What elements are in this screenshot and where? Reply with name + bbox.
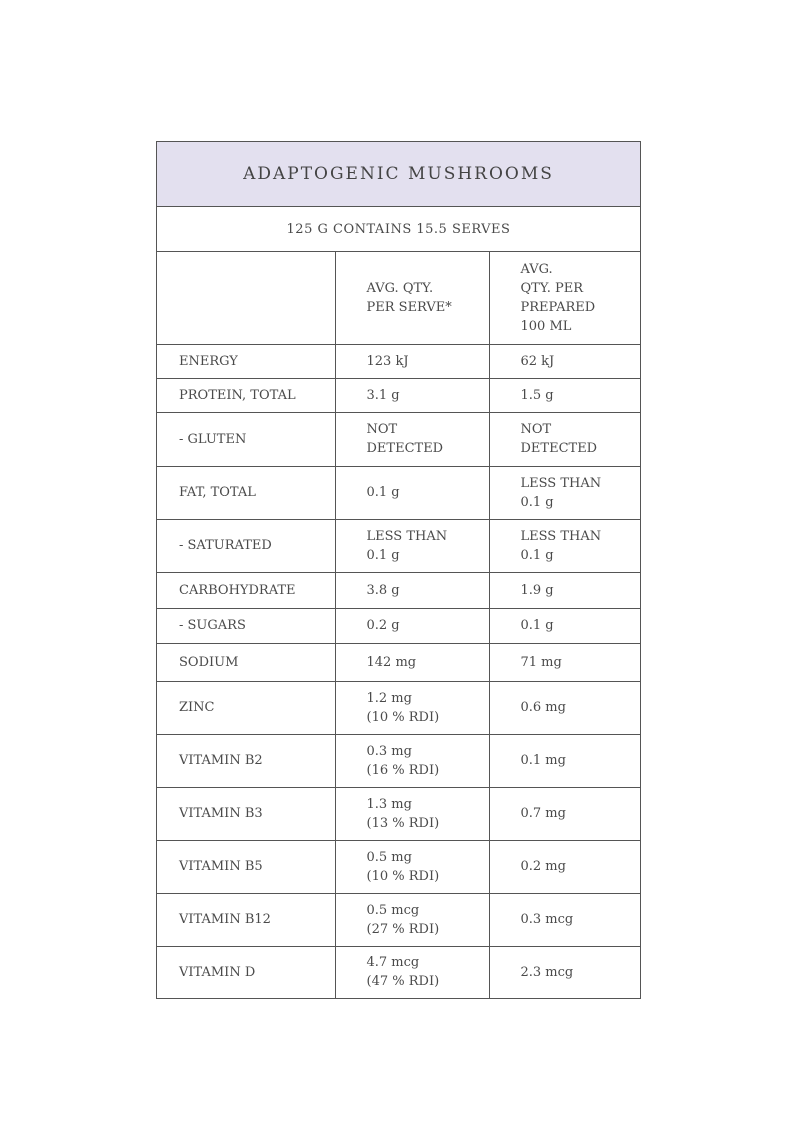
per-serve-value: 0.2 g bbox=[335, 608, 489, 643]
per-100ml-value: 2.3 mcg bbox=[520, 964, 574, 980]
nutrient-label: ZINC bbox=[157, 681, 335, 734]
per-100ml-value: LESS THAN 0.1 g bbox=[489, 466, 640, 519]
nutrient-label: SODIUM bbox=[157, 643, 335, 681]
table-row bbox=[157, 572, 640, 608]
table-row bbox=[157, 608, 640, 643]
per-serve-value: 123 kJ bbox=[335, 344, 489, 378]
nutrient-label: - SATURATED bbox=[157, 519, 335, 572]
per-100ml-value: 0.1 mg bbox=[489, 734, 640, 787]
per-100ml-value: 0.7 mg bbox=[489, 787, 640, 840]
per-100ml-value: 0.3 mcg bbox=[489, 893, 640, 946]
per-serve-value: LESS THAN 0.1 g bbox=[335, 519, 489, 572]
per-100ml-value: LESS THAN 0.1 g bbox=[489, 519, 640, 572]
table-row bbox=[157, 946, 640, 998]
per-serve-value: 1.3 mg (13 % RDI) bbox=[335, 787, 489, 840]
nutrient-label: VITAMIN B5 bbox=[157, 840, 335, 893]
nutrient-label: VITAMIN B12 bbox=[157, 893, 335, 946]
nutrient-label: FAT, TOTAL bbox=[157, 466, 335, 519]
per-100ml-value: 62 kJ bbox=[489, 344, 640, 378]
per-serve-value: 142 mg bbox=[335, 643, 489, 681]
table-row bbox=[157, 681, 640, 734]
table-header-row bbox=[157, 252, 640, 344]
panel-title: ADAPTOGENIC MUSHROOMS bbox=[157, 142, 640, 207]
table-row bbox=[157, 643, 640, 681]
per-100ml-value: 1.9 g bbox=[489, 572, 640, 608]
per-100ml-value: 0.6 mg bbox=[489, 681, 640, 734]
table-row bbox=[157, 344, 640, 378]
nutrient-label: PROTEIN, TOTAL bbox=[157, 378, 335, 412]
header-cell-per-100ml: AVG. QTY. PER PREPARED 100 ML bbox=[489, 252, 640, 344]
nutrition-table bbox=[157, 252, 640, 998]
per-100ml-value: 0.1 g bbox=[489, 608, 640, 643]
table-row bbox=[157, 466, 640, 519]
per-100ml-value: 71 mg bbox=[489, 643, 640, 681]
table-row bbox=[157, 787, 640, 840]
per-serve-value: 3.1 g bbox=[335, 378, 489, 412]
per-serve-value: 3.8 g bbox=[335, 572, 489, 608]
table-row bbox=[157, 412, 640, 466]
per-serve-value: 4.7 mcg (47 % RDI) bbox=[335, 946, 489, 998]
table-row bbox=[157, 893, 640, 946]
nutrient-label: - GLUTEN bbox=[157, 412, 335, 466]
nutrient-label: VITAMIN D bbox=[157, 946, 335, 998]
per-serve-value: NOT DETECTED bbox=[335, 412, 489, 466]
table-row bbox=[157, 378, 640, 412]
table-row bbox=[157, 840, 640, 893]
header-cell-nutrient bbox=[157, 252, 335, 344]
per-serve-value: 0.3 mg (16 % RDI) bbox=[335, 734, 489, 787]
per-100ml-value: 1.5 g bbox=[489, 378, 640, 412]
nutrient-label: VITAMIN B2 bbox=[157, 734, 335, 787]
per-100ml-value: NOT DETECTED bbox=[489, 412, 640, 466]
per-serve-value: 0.1 g bbox=[335, 466, 489, 519]
nutrition-panel bbox=[156, 141, 641, 999]
per-serve-value: 0.5 mcg (27 % RDI) bbox=[335, 893, 489, 946]
nutrient-label: - SUGARS bbox=[157, 608, 335, 643]
nutrient-label: ENERGY bbox=[157, 344, 335, 378]
table-row bbox=[157, 734, 640, 787]
nutrient-label: CARBOHYDRATE bbox=[157, 572, 335, 608]
serves-line: 125 G CONTAINS 15.5 SERVES bbox=[157, 207, 640, 252]
header-cell-per-serve: AVG. QTY. PER SERVE* bbox=[335, 252, 489, 344]
per-serve-value: 1.2 mg (10 % RDI) bbox=[335, 681, 489, 734]
table-row bbox=[157, 519, 640, 572]
per-100ml-value: 0.2 mg bbox=[489, 840, 640, 893]
nutrient-label: VITAMIN B3 bbox=[157, 787, 335, 840]
per-serve-value: 0.5 mg (10 % RDI) bbox=[335, 840, 489, 893]
